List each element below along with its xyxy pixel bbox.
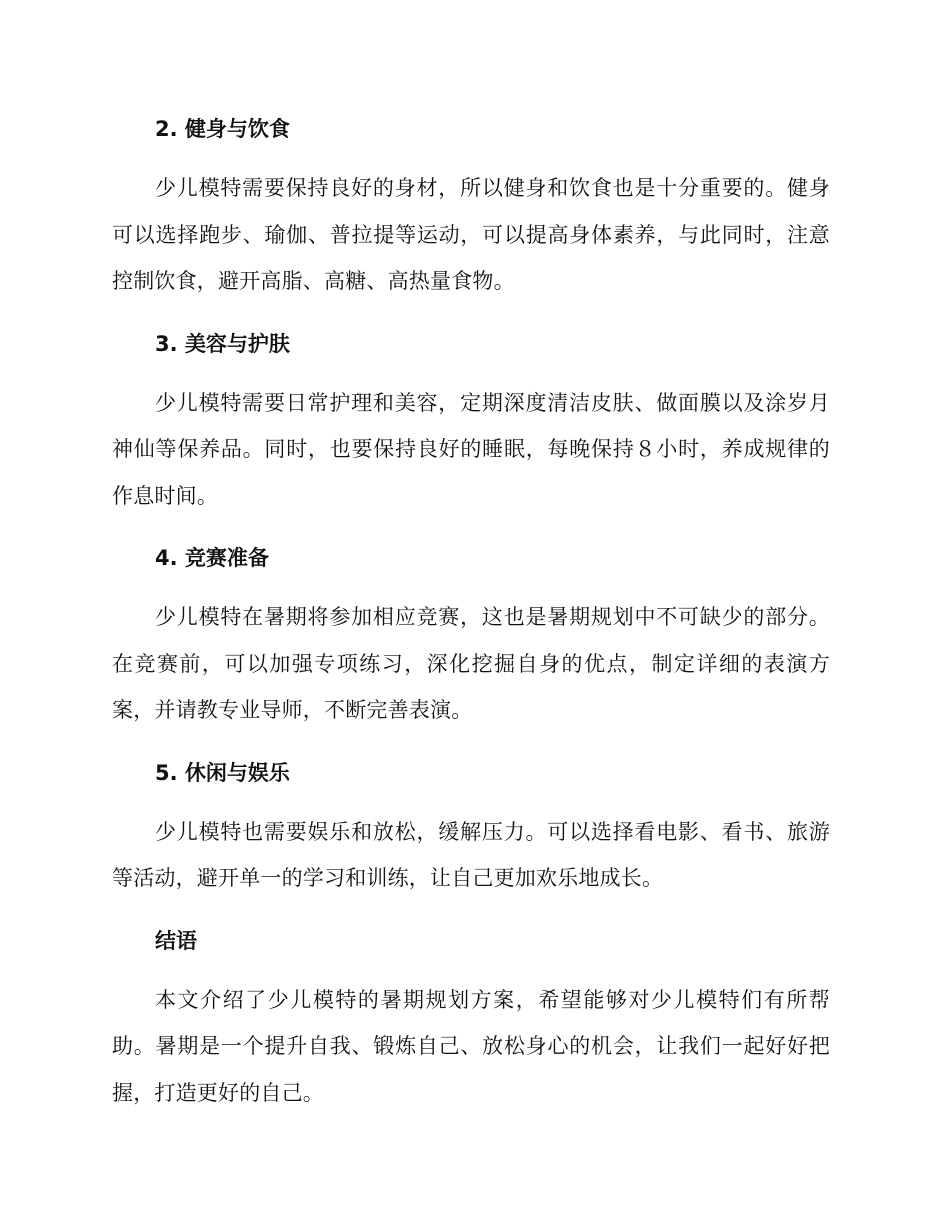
section-heading: 3. 美容与护肤 <box>155 331 290 356</box>
section-leisure-entertainment <box>112 754 830 902</box>
section-fitness-diet <box>112 110 830 305</box>
section-heading: 4. 竞赛准备 <box>155 546 269 570</box>
section-paragraph: 少儿模特需要保持良好的身材，所以健身和饮食也是十分重要的。健身可以选择跑步、瑜伽、普拉提等运动，可以提高身体素养，与此同时，注意控制饮食，避开高脂、高糖、高热量食物。 <box>112 176 830 293</box>
section-heading: 5. 休闲与娱乐 <box>155 760 290 785</box>
section-paragraph: 少儿模特也需要娱乐和放松，缓解压力。可以选择看电影、看书、旅游等活动，避开单一的学习和训练，让自己更加欢乐地成长。 <box>112 819 830 890</box>
section-paragraph: 少儿模特在暑期将参加相应竞赛，这也是暑期规划中不可缺少的部分。在竞赛前，可以加强专项练习，深化挖掘自身的优点，制定详细的表演方案，并请教专业导师，不断完善表演。 <box>112 605 830 722</box>
section-competition-prep <box>112 539 830 734</box>
document-content <box>112 110 830 1136</box>
section-conclusion <box>112 922 830 1117</box>
section-paragraph: 本文介绍了少儿模特的暑期规划方案，希望能够对少儿模特们有所帮助。暑期是一个提升自我、锻炼自己、放松身心的机会，让我们一起好好把握，打造更好的自己。 <box>112 987 830 1105</box>
section-paragraph: 少儿模特需要日常护理和美容，定期深度清洁皮肤、做面膜以及涂岁月神仙等保养品。同时，也要保持良好的睡眠，每晚保持８小时，养成规律的作息时间。 <box>112 390 830 508</box>
section-heading: 2. 健身与饮食 <box>155 117 290 141</box>
section-beauty-skincare <box>112 325 830 520</box>
section-heading: 结语 <box>155 928 197 953</box>
